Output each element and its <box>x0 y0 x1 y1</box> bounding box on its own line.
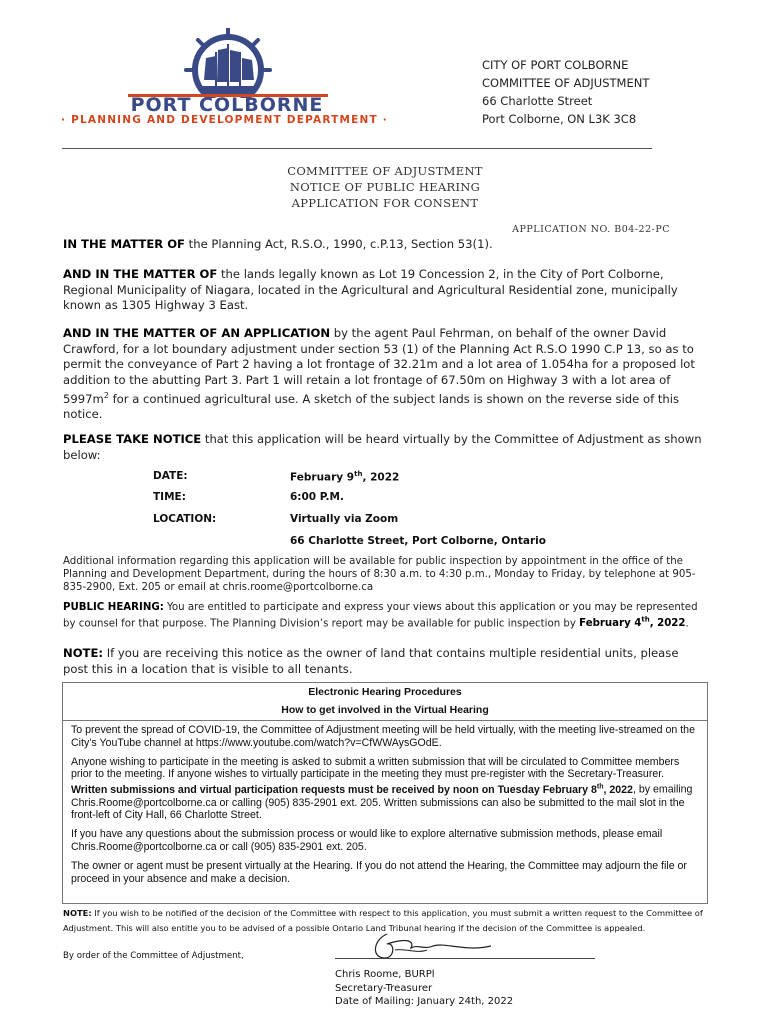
date-tail: , 2022 <box>649 618 686 630</box>
heading-line: COMMITTEE OF ADJUSTMENT <box>287 164 483 178</box>
address-line: 66 Charlotte Street <box>482 94 593 108</box>
matter-text: the Planning Act, R.S.O., 1990, c.P.13, Section 53(1). <box>184 237 493 251</box>
application-number: APPLICATION NO. B04-22-PC <box>512 224 670 235</box>
box-header <box>63 683 707 721</box>
date-main: February 4 <box>579 618 642 630</box>
by-order-text: By order of the Committee of Adjustment, <box>63 951 244 961</box>
date-label: DATE: <box>153 470 188 482</box>
location-address: 66 Charlotte Street, Port Colborne, Ontario <box>290 535 546 547</box>
matter-application <box>63 326 703 423</box>
matter-lead: IN THE MATTER OF <box>63 237 185 251</box>
box-paragraph: If you have any questions about the submission process or would like to explore alternative submission methods, please email Chris.Roome@portcolborne.ca or call (905) 835-2901 ext. 205. <box>71 828 663 853</box>
matter-text: the lands legally known as Lot 19 Concession 2, in the City of Port Colborne, Regional Municipality of Niagara, located in the Agricultural and Agricultural Residential zone, municipally known as 1305 Highway 3 East. <box>63 267 678 312</box>
box-paragraph <box>71 756 699 823</box>
date-main: February 9 <box>290 471 355 484</box>
bold-sup: th <box>596 783 604 791</box>
matter-planning-act <box>63 237 703 253</box>
location-value: Virtually via Zoom <box>290 513 399 525</box>
period: . <box>685 618 689 630</box>
time-value: 6:00 P.M. <box>290 491 344 503</box>
box-paragraph: To prevent the spread of COVID-19, the Committee of Adjustment meeting will be held virtually, with the meeting live-streamed on the City’s YouTube channel at https://www.youtube.com/watch?v=CfWWAysGOdE. <box>71 724 695 749</box>
signature-block <box>335 968 513 1009</box>
matter-text-cont: for a continued agricultural use. A sketch of the subject lands is shown on the reverse side of this notice. <box>63 391 680 422</box>
date-sup: th <box>354 470 363 478</box>
footer-note-lead: NOTE: <box>63 908 92 918</box>
heading-line: NOTICE OF PUBLIC HEARING <box>289 180 481 194</box>
location-label: LOCATION: <box>153 513 217 525</box>
box-paragraph: The owner or agent must be present virtually at the Hearing. If you do not attend the Hearing, the Committee may adjourn the file or proceed in your absence and make a decision. <box>71 859 687 885</box>
box-body <box>63 721 707 885</box>
address-block <box>482 56 649 128</box>
mailing-date: Date of Mailing: January 24th, 2022 <box>335 996 514 1007</box>
electronic-hearing-box <box>62 682 708 904</box>
public-hearing-text: You are entitled to participate and express your views about this application or you may be represented by counsel for that purpose. The Planning Division’s report may be available for public inspection by <box>63 602 698 630</box>
notice-lead: PLEASE TAKE NOTICE <box>63 432 202 446</box>
bold-text-tail: , 2022 <box>603 783 633 796</box>
box-subtitle: How to get involved in the Virtual Hearing <box>281 704 489 716</box>
notice-heading <box>200 163 570 211</box>
signature-line <box>335 958 595 959</box>
footer-note-text: If you wish to be notified of the decision of the Committee with respect to this application, you must submit a written request to the Committee of Adjustment. This will also entitle you to be advised of a possible Ontario Land Tribunal hearing if the decision of the Committee is appealed. <box>63 908 703 933</box>
public-hearing <box>63 601 708 630</box>
header-divider <box>62 148 652 149</box>
heading-line: APPLICATION FOR CONSENT <box>291 196 479 210</box>
box-bold-text <box>71 784 633 796</box>
notice-text: that this application will be heard virtually by the Committee of Adjustment as shown below: <box>63 432 702 462</box>
date-sup: th <box>641 616 650 624</box>
city-logo <box>98 28 358 98</box>
date-tail: , 2022 <box>362 471 400 484</box>
box-text: , by emailing Chris.Roome@portcolborne.ca or calling (905) 835-2901 ext. 205. Written submissions can also be submitted to the mail slot in the front-left of City Hall, 66 Charlotte Street. <box>71 783 693 822</box>
address-line: COMMITTEE OF ADJUSTMENT <box>482 76 650 90</box>
signer-role: Secretary-Treasurer <box>335 982 433 994</box>
owner-note-lead: NOTE: <box>63 646 104 660</box>
owner-note-text: If you are receiving this notice as the owner of land that contains multiple residential units, please post this in a location that is visible to all tenants. <box>63 646 679 676</box>
additional-info: Additional information regarding this application will be available for public inspection by appointment in the office of the Planning and Development Department, during the hours of 8:30 a.m. to 4:30 p.m., Monday to Friday, by telephone at 905-835-2900, Ext. 205 or email at chris.roome@portcolborne.ca <box>63 556 696 593</box>
public-hearing-lead: PUBLIC HEARING: <box>63 602 164 613</box>
take-notice <box>63 432 703 463</box>
matter-text: by the agent Paul Fehrman, on behalf of the owner David Crawford, for a lot boundary adjustment under section 53 (1) of the Planning Act R.S.O 1990 C.P 13, so as to permit the conveyance of Part 2 having a lot frontage of 32.21m and a lot area of 1.054ha for a proposed lot addition to the abutting Part 3. Part 1 will retain a lot frontage of 67.50m on Highway 3 with a lot area of 5997m <box>63 326 695 406</box>
org-name: PORT COLBORNE <box>130 94 324 116</box>
address-line: CITY OF PORT COLBORNE <box>482 58 629 72</box>
owner-note <box>63 646 703 677</box>
bold-text: Written submissions and virtual participation requests must be received by noon on Tuesday February 8 <box>71 783 597 796</box>
matter-lead: AND IN THE MATTER OF <box>63 267 218 281</box>
signer-name: Chris Roome, BURPl <box>335 969 435 980</box>
department-name: · PLANNING AND DEVELOPMENT DEPARTMENT · <box>61 114 388 126</box>
handwritten-signature <box>365 928 505 968</box>
box-title: Electronic Hearing Procedures <box>308 686 462 698</box>
date-value <box>290 470 399 484</box>
matter-lead: AND IN THE MATTER OF AN APPLICATION <box>63 326 331 340</box>
time-label: TIME: <box>153 491 186 503</box>
box-text: Anyone wishing to participate in the meeting is asked to submit a written submission that will be circulated to Committee members prior to the meeting. If anyone wishes to virtually participate in the meeting they must pre-register with the Secretary-Treasurer. <box>71 755 680 781</box>
superscript: 2 <box>103 391 109 400</box>
address-line: Port Colborne, ON L3K 3C8 <box>482 112 637 126</box>
public-hearing-date <box>579 618 685 629</box>
matter-lands <box>63 267 703 314</box>
